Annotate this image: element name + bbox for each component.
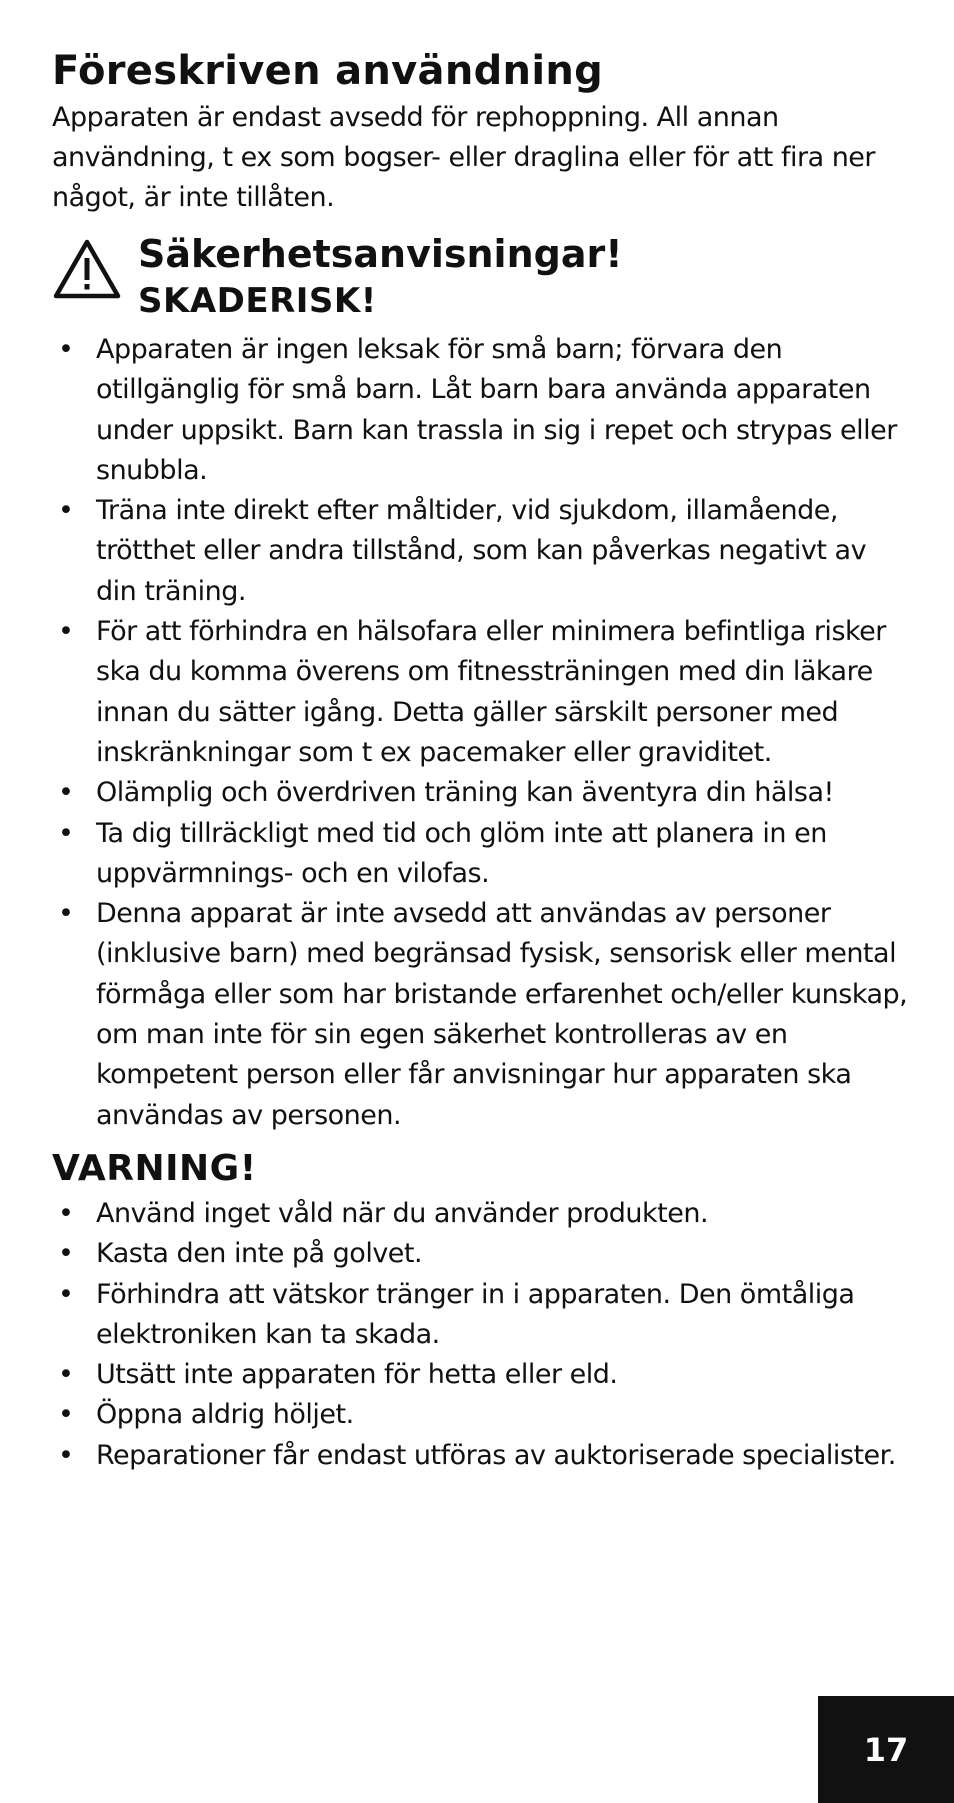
- warning-triangle-icon: [52, 238, 122, 300]
- list-item: • Ta dig tillräckligt med tid och glöm inte att planera in en uppvärmnings- och en vilofas.: [52, 814, 912, 895]
- injury-risk-heading: SKADERISK!: [138, 281, 377, 321]
- list-item: • Använd inget våld när du använder produkten.: [52, 1194, 912, 1234]
- list-item: • Öppna aldrig höljet.: [52, 1395, 912, 1435]
- intended-use-text: Apparaten är endast avsedd för rephoppning. All annan användning, t ex som bogser- eller draglina eller för att fira ner något, är inte tillåten.: [52, 102, 876, 213]
- list-item: • Denna apparat är inte avsedd att användas av personer (inklusive barn) med begränsad fysisk, sensorisk eller mental förmåga eller som har bristande erfarenhet och/eller kunskap, om man inte för sin egen säkerhet kontrolleras av en kompetent person eller får anvisningar hur apparaten ska användas av personen.: [52, 894, 912, 1136]
- warning-heading: VARNING!: [52, 1147, 257, 1189]
- list-item: • Kasta den inte på golvet.: [52, 1234, 912, 1274]
- safety-list: [52, 330, 912, 1136]
- list-item: • Olämplig och överdriven träning kan äventyra din hälsa!: [52, 773, 912, 813]
- safety-header: [52, 230, 912, 324]
- safety-heading: Säkerhetsanvisningar!: [138, 232, 623, 276]
- list-item: • Förhindra att vätskor tränger in i apparaten. Den ömtåliga elektroniken kan ta skada.: [52, 1275, 912, 1356]
- list-item: • Apparaten är ingen leksak för små barn; förvara den otillgänglig för små barn. Låt barn bara använda apparaten under uppsikt. Barn kan trassla in sig i repet och strypas eller snubbla.: [52, 330, 912, 491]
- list-item: • Reparationer får endast utföras av auktoriserade specialister.: [52, 1436, 912, 1476]
- list-item: • Träna inte direkt efter måltider, vid sjukdom, illamående, trötthet eller andra tillstånd, som kan påverkas negativt av din träning.: [52, 491, 912, 612]
- page-number: 17: [818, 1696, 954, 1803]
- list-item: • Utsätt inte apparaten för hetta eller eld.: [52, 1355, 912, 1395]
- list-item: • För att förhindra en hälsofara eller minimera befintliga risker ska du komma överens om fitnessträningen med din läkare innan du sätter igång. Detta gäller särskilt personer med inskränkningar som t ex pacemaker eller graviditet.: [52, 612, 912, 773]
- intended-use-heading: Föreskriven användning: [52, 48, 604, 94]
- warning-list: [52, 1194, 912, 1476]
- page-content: [52, 44, 912, 1476]
